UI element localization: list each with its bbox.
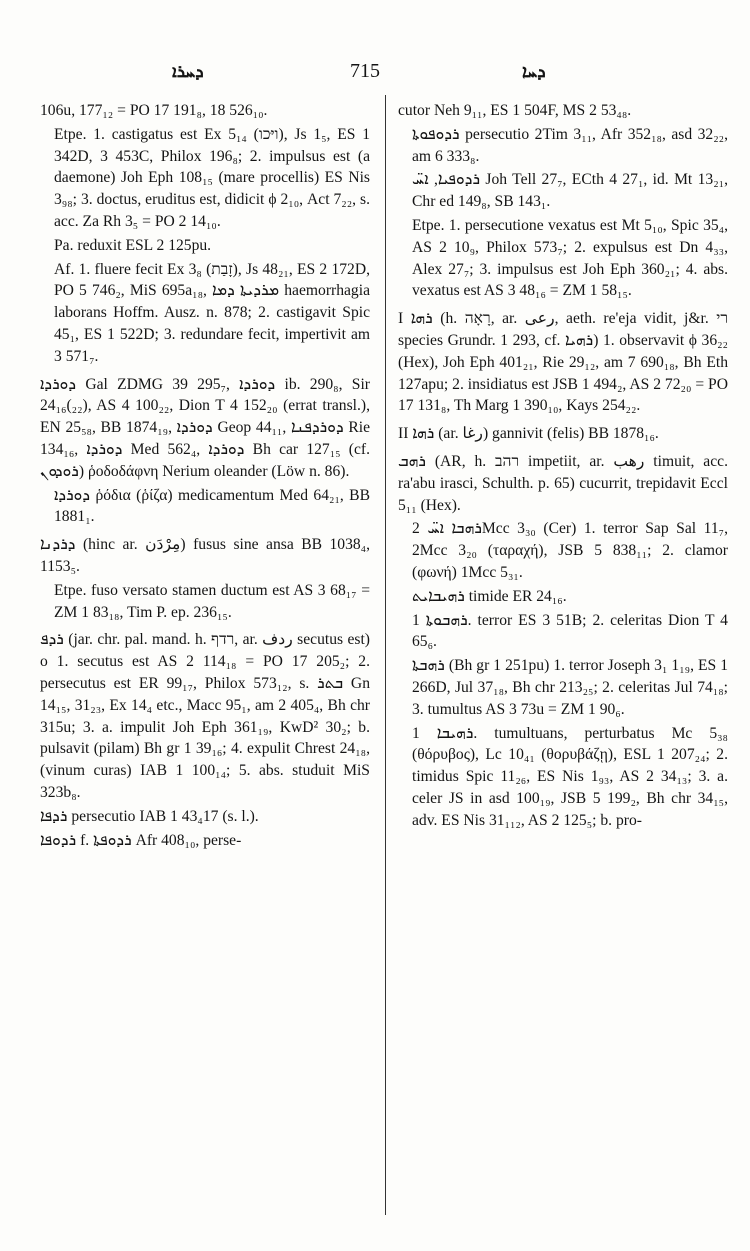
running-head-right: ܕܚܐ xyxy=(522,62,546,81)
dictionary-entry: ܪܗܒܬܐ (Bh gr 1 251pu) 1. terror Joseph 3₁ 1₁₉, ES 1 266D, Jul 37₁₈, Bh chr 213₂₅; 2. celeritas Jul 74₁₈; 3. tumultus AS 3 73u = ZM 1 90₆. xyxy=(412,657,728,718)
page-header xyxy=(0,58,750,88)
left-column xyxy=(40,100,370,853)
dictionary-entry: ܪܕܦ (jar. chr. pal. mand. h. רדף, ar. ردف secutus est) o 1. secutus est AS 2 114₁₈ = PO 17 205₂; 2. persecutus est ER 99₁₇, Philox 573₁₂, s. ܒܬܪ Gn 14₁₅, 31₂₃, Ex 14₄ etc., Macc 95₁, am 2 405₄, Bh chr 315u; 3. a. impulit Joh Eph 361₁₉, KwD² 30₂; b. pulsavit (pilam) Bh gr 1 39₁₆; 4. expulit Chrest 24₁₈, (vinum curas) IAB 1 100₁₄; 5. abs. studuit MiS 323b₈. xyxy=(40,631,370,801)
dictionary-entry: Af. 1. fluere fecit Ex 3₈ (זָבַת), Js 48₂₁, ES 2 172D, PO 5 746₂, MiS 695a₁₈, ܡܪܕܝܬܐ ܕܡܐ haemorrhagia laborans Hoffm. Ausz. n. 878; 2. castigavit Spic 45₁, ES 1 522D; 3. redundare fecit, impertivit am 3 571₇. xyxy=(54,260,370,365)
dictionary-entry: ܪܗܒ (AR, h. רהב impetiit, ar. رهب timuit, acc. ra'abu irasci, Schulth. p. 65) cucurrit, trepidavit Eccl 5₁₁ (Hex). xyxy=(398,452,728,514)
dictionary-entry: ܪܕܦܐ persecutio IAB 1 43₄17 (s. l.). xyxy=(40,807,259,825)
dictionary-entry: Etpe. 1. persecutione vexatus est Mt 5₁₀, Spic 35₄, AS 2 10₉, Philox 573₇; 2. expulsus est Dn 4₃₃, Alex 27₇; 3. impulsus est Joh Eph 360₂₁; 4. abs. vexatus est AS 3 48₁₆ = ZM 1 58₁₅. xyxy=(412,216,728,300)
dictionary-entry: 106u, 177₁₂ = PO 17 191₈, 18 526₁₀. xyxy=(40,102,268,119)
column-divider xyxy=(385,95,386,1215)
dictionary-entry: ܪܗܒܘܬܐ 1. terror ES 3 51B; 2. celeritas Dion T 4 65₆. xyxy=(412,611,728,651)
dictionary-entry: II ܪܗܐ (ar. رغا) gannivit (felis) BB 1878₁₆. xyxy=(398,425,659,443)
dictionary-entry: Pa. reduxit ESL 2 125pu. xyxy=(54,236,212,254)
dictionary-entry: ܪܗܝܒܐܝܬ timide ER 24₁₆. xyxy=(412,587,567,605)
dictionary-entry: ܪܗܝܒܐ 1. tumultuans, perturbatus Mc 5₃₈ (θόρυβος), Lc 10₄₁ (θορυβάζῃ), ESL 1 207₂₄; 2. timidus Spic 11₂₆, ES Nis 1₉₃, AS 2 34₁₃; 3. a. celer JS in asd 100₁₉, JSB 5 199₂, Bh chr 34₁₅, adv. ES Nis 31₁₁₂, AS 2 125₅; b. pro- xyxy=(412,724,728,829)
dictionary-entry: ܕܪܕܢܐ (hinc ar. مِرْدَن) fusus sine ansa BB 1038₄, 1153₅. xyxy=(40,536,370,575)
dictionary-entry: ܪܗܒܐ ܐܚ̈ 2Mcc 3₃₀ (Cer) 1. terror Sap Sal 11₇, 2Mcc 3₂₀ (ταραχή), JSB 5 838₁₁; 2. clamor (φωνή) 1Mcc 5₃₁. xyxy=(412,520,729,581)
dictionary-entry: Etpe. 1. castigatus est Ex 5₁₄ (ויּכו), Js 1₅, ES 1 342D, 3 453C, Philox 196₈; 2. impulsus est (a daemone) Joh Eph 108₁₅ (mare procellis) ES Nis 3₉₈; 3. doctus, eruditus est, didicit ϕ 2₁₀, Act 7₂₂, s. acc. Za Rh 3₅ = PO 2 14₁₀. xyxy=(54,125,370,230)
page-number: 715 xyxy=(350,60,380,82)
dictionary-entry: cutor Neh 9₁₁, ES 1 504F, MS 2 53₄₈. xyxy=(398,102,632,119)
dictionary-entry: ܕܘܪܕܐ Gal ZDMG 39 295₇, ܕܘܪܕܐ ib. 290₈, Sir 24₁₆(₂₂), AS 4 100₂₂, Dion T 4 152₂₀ (errat transl.), EN 25₅₈, BB 1874₁₉, ܕܘܪܕܐ Geop 44₁₁, ܕܘܪܕܦܢܐ Rie 134₁₆, ܕܘܪܕܐ Med 562₄, ܕܘܪܕܐ Bh car 127₁₅ (cf. ܪܘܕܘܢ) ῥοδοδάφνη Nerium oleander (Löw n. 86). xyxy=(40,375,370,480)
dictionary-entry: Etpe. fuso versato stamen ductum est AS 3 68₁₇ = ZM 1 83₁₈, Tim P. ep. 236₁₅. xyxy=(54,581,370,621)
right-column xyxy=(398,100,728,834)
running-head-left: ܕܚܪܐ xyxy=(172,62,204,81)
dictionary-entry: ܪܕܘܦܐ f. ܪܕܘܦܬܐ Afr 408₁₀, perse- xyxy=(40,831,242,849)
dictionary-entry: ܪܕܘܦܝܐ, ܐܚ̈ Joh Tell 27₇, ECth 4 27₁, id. Mt 13₂₁, Chr ed 149₈, SB 143₁. xyxy=(412,171,728,211)
dictionary-entry: I ܪܗܐ (h. רָאָה, ar. رعى, aeth. re'eja vidit, j&r. רי species Grundr. 1 293, cf. ܪܗܝܐ) 1. observavit ϕ 36₂₂ (Hex), Joh Eph 401₂₁, Rie 29₁₂, am 7 690₁₈, Bh Eth 127apu; 2. insidiatus est JSB 1 494₂, AS 2 72₂₀ = PO 17 131₈, Th Marg 1 390₁₀, Kays 254₂₂. xyxy=(398,310,729,415)
dictionary-entry: ܕܘܪܕܐ ῥόδια (ῥίζα) medicamentum Med 64₂₁, BB 1881₁. xyxy=(54,486,370,526)
dictionary-entry: ܪܕܘܦܘܬܐ persecutio 2Tim 3₁₁, Afr 352₁₈, asd 32₂₂, am 6 333₈. xyxy=(412,125,728,165)
